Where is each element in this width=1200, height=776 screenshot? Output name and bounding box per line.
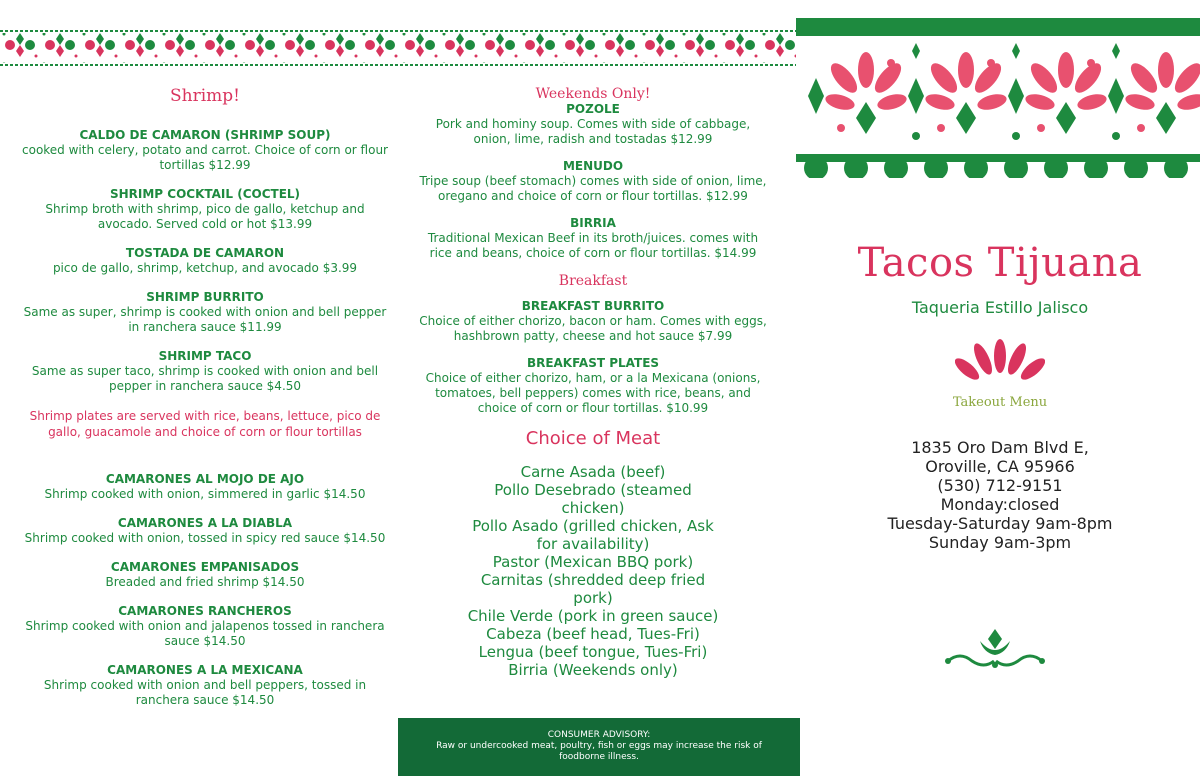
consumer-advisory-banner: [398, 718, 800, 776]
restaurant-info-column: [800, 240, 1200, 552]
menu-item: [418, 356, 768, 416]
scroll-ornament-icon: [940, 625, 1050, 675]
menu-item: [20, 187, 390, 232]
restaurant-name: Tacos Tijuana: [857, 240, 1143, 286]
menu-item-description: Shrimp cooked with onion, tossed in spicy red sauce $14.50: [24, 531, 386, 545]
meat-option: Pollo Desebrado (steamed chicken): [494, 481, 692, 517]
meat-option: Birria (Weekends only): [508, 661, 678, 679]
hours-line: Tuesday-Saturday 9am-8pm: [887, 514, 1113, 533]
fan-logo-icon: [955, 339, 1045, 389]
menu-item-name: SHRIMP TACO: [158, 349, 252, 363]
menu-item: [418, 216, 768, 261]
contact-info: [800, 438, 1200, 552]
menu-item-name: BREAKFAST BURRITO: [521, 299, 665, 313]
menu-item-description: cooked with celery, potato and carrot. Choice of corn or flour tortillas $12.99: [22, 143, 388, 172]
menu-item-description: Shrimp cooked with onion and bell peppers, tossed in ranchera sauce $14.50: [43, 678, 367, 707]
menu-item-name: BIRRIA: [570, 216, 616, 230]
meat-option: Pastor (Mexican BBQ pork): [492, 553, 694, 571]
menu-item-description: Breaded and fried shrimp $14.50: [105, 575, 305, 589]
menu-item-name: TOSTADA DE CAMARON: [125, 246, 285, 260]
breakfast-section-title: Breakfast: [558, 273, 628, 289]
address-line-2: Oroville, CA 95966: [925, 457, 1075, 476]
menu-item-name: BREAKFAST PLATES: [526, 356, 660, 370]
shrimp-column: [20, 86, 390, 722]
menu-item-description: Choice of either chorizo, bacon or ham. Comes with eggs, hashbrown patty, cheese and hot sauce $7.99: [419, 314, 767, 343]
meat-option: Pollo Asado (grilled chicken, Ask for availability): [472, 517, 714, 553]
menu-item: [418, 299, 768, 344]
advisory-title: CONSUMER ADVISORY:: [547, 730, 651, 740]
specials-column: [418, 86, 768, 679]
menu-item-description: Same as super taco, shrimp is cooked with onion and bell pepper in ranchera sauce $4.50: [31, 364, 379, 393]
menu-item-name: CALDO DE CAMARON (SHRIMP SOUP): [79, 128, 331, 142]
restaurant-subtitle: Taqueria Estillo Jalisco: [911, 298, 1089, 317]
menu-item-description: Same as super, shrimp is cooked with onion and bell pepper in ranchera sauce $11.99: [23, 305, 387, 334]
menu-item: [20, 290, 390, 335]
menu-item: [20, 246, 390, 276]
menu-item: [418, 159, 768, 204]
takeout-menu-label: Takeout Menu: [952, 395, 1048, 410]
menu-item: [20, 516, 390, 546]
meat-list: [463, 463, 723, 679]
menu-item-name: CAMARONES A LA DIABLA: [117, 516, 293, 530]
shrimp-plates-note: Shrimp plates are served with rice, beans, lettuce, pico de gallo, guacamole and choice of corn or flour tortillas: [29, 409, 381, 439]
menu-item-name: MENUDO: [562, 159, 624, 173]
hours-line: Monday:closed: [940, 495, 1060, 514]
menu-item: [20, 128, 390, 173]
decorative-border-top: [0, 30, 800, 90]
menu-item-description: Pork and hominy soup. Comes with side of cabbage, onion, lime, radish and tostadas $12.99: [435, 117, 751, 146]
menu-item-name: CAMARONES RANCHEROS: [118, 604, 292, 618]
menu-item-description: Shrimp broth with shrimp, pico de gallo, ketchup and avocado. Served cold or hot $13.99: [45, 202, 365, 231]
meat-section-title: Choice of Meat: [525, 428, 661, 449]
shrimp-section-title: Shrimp!: [170, 86, 240, 106]
advisory-text: Raw or undercooked meat, poultry, fish or eggs may increase the risk of foodborne illness.: [436, 741, 762, 762]
menu-item-name: SHRIMP BURRITO: [146, 290, 264, 304]
meat-option: Cabeza (beef head, Tues-Fri): [486, 625, 700, 643]
menu-item-description: pico de gallo, shrimp, ketchup, and avocado $3.99: [52, 261, 358, 275]
meat-option: Carne Asada (beef): [520, 463, 666, 481]
menu-item: [20, 604, 390, 649]
menu-item-description: Tripe soup (beef stomach) comes with side of onion, lime, oregano and choice of corn or flour tortillas. $12.99: [419, 174, 767, 203]
menu-item-name: CAMARONES EMPANISADOS: [110, 560, 300, 574]
menu-item: [20, 560, 390, 590]
address-line-1: 1835 Oro Dam Blvd E,: [911, 438, 1089, 457]
meat-option: Carnitas (shredded deep fried pork): [480, 571, 706, 607]
menu-item-description: Shrimp cooked with onion, simmered in garlic $14.50: [44, 487, 366, 501]
hours-line: Sunday 9am-3pm: [928, 533, 1072, 552]
menu-item: [20, 472, 390, 502]
menu-item-name: CAMARONES A LA MEXICANA: [107, 663, 303, 677]
menu-item-name: CAMARONES AL MOJO DE AJO: [105, 472, 305, 486]
phone-number: (530) 712-9151: [937, 476, 1063, 495]
menu-item-description: Shrimp cooked with onion and jalapenos tossed in ranchera sauce $14.50: [25, 619, 385, 648]
menu-item: [20, 349, 390, 394]
meat-option: Lengua (beef tongue, Tues-Fri): [478, 643, 708, 661]
decorative-pattern-block: [796, 18, 1200, 178]
menu-item-name: POZOLE: [566, 102, 620, 116]
menu-item: [418, 102, 768, 147]
weekends-section-title: Weekends Only!: [535, 86, 651, 102]
menu-item-description: Traditional Mexican Beef in its broth/juices. comes with rice and beans, choice of corn or flour tortillas. $14.99: [427, 231, 759, 260]
menu-item-description: Choice of either chorizo, ham, or a la Mexicana (onions, tomatoes, bell peppers) comes with rice, beans, and choice of corn or flour tortillas. $10.99: [425, 371, 761, 415]
menu-item-name: SHRIMP COCKTAIL (COCTEL): [109, 187, 301, 201]
meat-option: Chile Verde (pork in green sauce): [467, 607, 719, 625]
menu-item: [20, 663, 390, 708]
